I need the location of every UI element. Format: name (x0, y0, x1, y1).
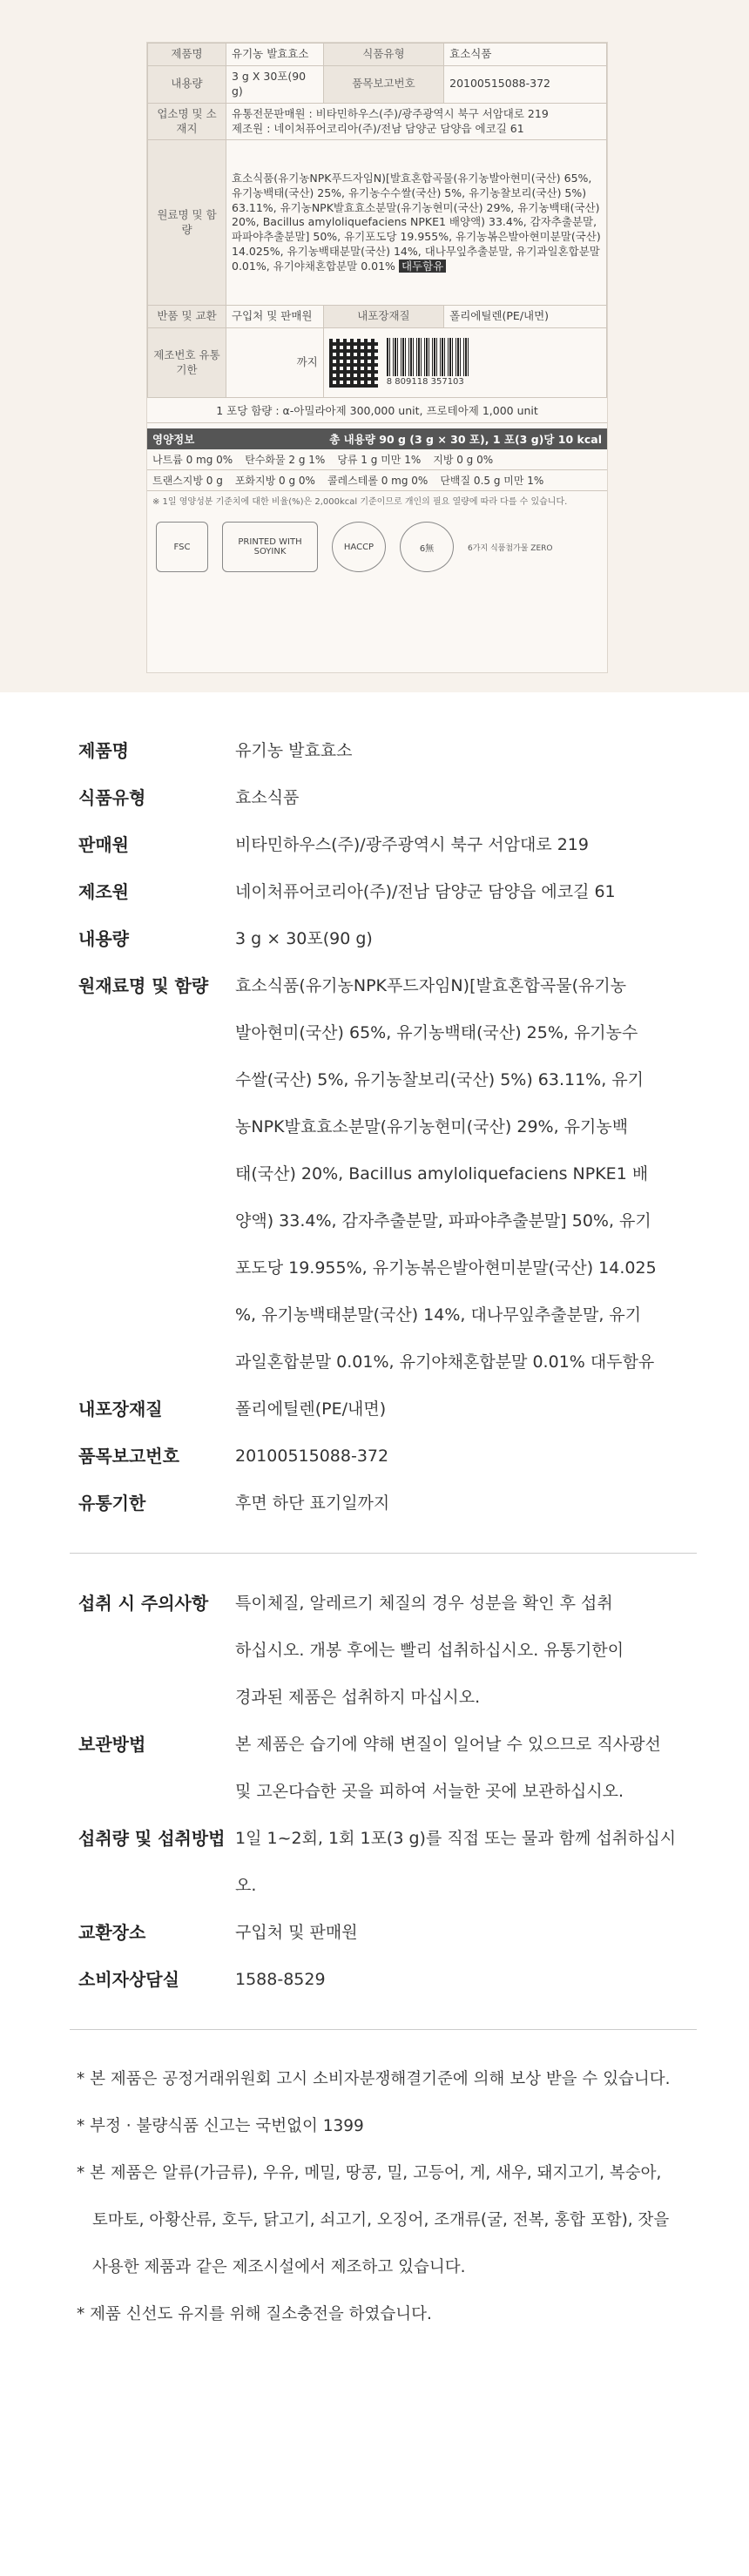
section-divider (70, 2029, 697, 2030)
label-value: 3 g X 30포(90 g) (226, 65, 324, 103)
info-row (70, 1386, 697, 1433)
info-value: 1일 1~2회, 1회 1포(3 g)를 직접 또는 물과 함께 섭취하십시오. (235, 1829, 677, 1895)
notice-item: 사용한 제품과 같은 제조시설에서 제조하고 있습니다. (92, 2258, 466, 2276)
barcode-icon (387, 338, 470, 376)
ingredients-line: %, 유기농백태분말(국산) 14%, 대나무잎추출분말, 유기 (235, 1305, 642, 1325)
nutrition-row (147, 470, 607, 491)
info-key: 내용량 (78, 928, 129, 949)
ingredients-line: 과일혼합분말 0.01%, 유기야채혼합분말 0.01% 대두함유 (235, 1352, 655, 1372)
label-key: 제품명 (148, 44, 226, 66)
nutrition-title: 영양정보 (152, 433, 195, 447)
ingredients-line: 수쌀(국산) 5%, 유기농찰보리(국산) 5%) 63.11%, 유기 (235, 1070, 644, 1089)
soyink-logo-icon: PRINTED WITH SOYINK (222, 522, 318, 572)
info-key: 원재료명 및 함량 (78, 975, 209, 996)
nutrition-cell: 나트륨 0 mg 0% (152, 454, 233, 467)
nutrition-row (147, 449, 607, 470)
label-key: 내용량 (148, 65, 226, 103)
label-row (148, 306, 607, 328)
notice-list (70, 2056, 697, 2338)
caution-line: 특이체질, 알레르기 체질의 경우 성분을 확인 후 섭취 (235, 1594, 613, 1613)
info-key: 제조원 (78, 881, 129, 902)
ingredients-line: 태(국산) 20%, Bacillus amyloliquefaciens NPKE1 배 (235, 1164, 649, 1183)
info-value: 네이처퓨어코리아(주)/전남 담양군 담양읍 에코길 61 (235, 882, 616, 901)
additive-zero-text: 6가지 식품첨가물 ZERO (468, 543, 553, 553)
notice-item: * 본 제품은 알류(가금류), 우유, 메밀, 땅콩, 밀, 고등어, 게, 새우, 돼지고기, 복숭아, (77, 2164, 662, 2182)
nutrition-cell: 당류 1 g 미만 1% (337, 454, 422, 467)
ingredients-line: 양액) 33.4%, 감자추출분말, 파파야추출분말] 50%, 유기 (235, 1211, 651, 1231)
label-value: 폴리에틸렌(PE/내면) (444, 306, 607, 328)
info-value: 폴리에틸렌(PE/내면) (235, 1399, 387, 1419)
notice-item: 토마토, 아황산류, 호두, 닭고기, 쇠고기, 오징어, 조개류(굴, 전복, 홍합 포함), 잣을 (92, 2211, 670, 2229)
seller-line: 유통전문판매원 : 비타민하우스(주)/광주광역시 북구 서암대로 219 (232, 106, 549, 120)
notice-item: * 본 제품은 공정거래위원회 고시 소비자분쟁해결기준에 의해 보상 받을 수 있습니다. (77, 2070, 671, 2088)
info-key: 내포장재질 (78, 1399, 163, 1419)
info-key: 교환장소 (78, 1922, 146, 1943)
label-value: 구입처 및 판매원 (226, 306, 324, 328)
info-value: 구입처 및 판매원 (235, 1923, 358, 1942)
label-key: 제조번호 유통기한 (148, 328, 226, 398)
label-row (148, 140, 607, 306)
label-value (226, 140, 607, 306)
caution-row (70, 1580, 697, 1721)
info-key: 섭취량 및 섭취방법 (78, 1828, 226, 1849)
info-value: 비타민하우스(주)/광주광역시 북구 서암대로 219 (235, 835, 589, 854)
label-key: 품목보고번호 (323, 65, 443, 103)
info-key: 유통기한 (78, 1493, 146, 1514)
qr-code-icon (329, 339, 378, 388)
caution-line: 경과된 제품은 섭취하지 마십시오. (235, 1688, 481, 1707)
certification-logos (147, 509, 607, 584)
nutrition-cell: 지방 0 g 0% (433, 454, 494, 467)
ingredients-value (235, 962, 697, 1386)
ingredients-line: 효소식품(유기농NPK푸드자임N)[발효혼합곡물(유기농 (235, 976, 627, 995)
ingredients-row (70, 962, 697, 1386)
info-value: 효소식품 (235, 788, 300, 807)
info-row (70, 821, 697, 868)
info-row (70, 915, 697, 962)
info-value: 후면 하단 표기일까지 (235, 1494, 390, 1513)
label-value: 20100515088-372 (444, 65, 607, 103)
enzyme-line: 1 포당 함량 : α-아밀라아제 300,000 unit, 프로테아제 1,000 unit (147, 398, 607, 423)
info-key: 판매원 (78, 834, 129, 855)
info-row (70, 1909, 697, 1956)
label-value (226, 103, 607, 140)
storage-line: 본 제품은 습기에 약해 변질이 일어날 수 있으므로 직사광선 (235, 1735, 661, 1754)
info-key: 보관방법 (78, 1734, 146, 1755)
ingredients-line: 발아현미(국산) 65%, 유기농백태(국산) 25%, 유기농수 (235, 1023, 638, 1042)
info-row (70, 727, 697, 774)
nutrition-cell: 트랜스지방 0 g (152, 475, 223, 488)
nutrition-cell: 콜레스테롤 0 mg 0% (327, 475, 428, 488)
nutrition-cell: 단백질 0.5 g 미만 1% (440, 475, 544, 488)
product-info-section (0, 692, 749, 2338)
notice-item: * 부정 · 불량식품 신고는 국번없이 1399 (77, 2117, 364, 2135)
info-row (70, 1815, 697, 1909)
label-key: 내포장재질 (323, 306, 443, 328)
info-row (70, 1956, 697, 2003)
allergy-tag: 대두함유 (399, 260, 446, 273)
storage-value (235, 1721, 697, 1815)
label-key: 식품유형 (323, 44, 443, 66)
ingredients-line: 농NPK발효효소분말(유기농현미(국산) 29%, 유기농백 (235, 1117, 629, 1136)
info-value: 3 g × 30포(90 g) (235, 929, 373, 948)
product-label (146, 42, 608, 673)
nutrition-cell: 탄수화물 2 g 1% (245, 454, 326, 467)
label-row (148, 328, 607, 398)
nutrition-serving: 총 내용량 90 g (3 g × 30 포), 1 포(3 g)당 10 kcal (329, 433, 602, 447)
label-value: 유기농 발효효소 (226, 44, 324, 66)
label-value: 까지 (226, 328, 324, 398)
info-key: 섭취 시 주의사항 (78, 1593, 209, 1614)
label-key: 반품 및 교환 (148, 306, 226, 328)
nutrition-note: ※ 1일 영양성분 기준치에 대한 비율(%)은 2,000kcal 기준이므로 개인의 필요 열량에 따라 다를 수 있습니다. (152, 497, 568, 508)
info-key: 식품유형 (78, 787, 146, 808)
ingredients-line: 포도당 19.955%, 유기농볶은발아현미분말(국산) 14.025 (235, 1258, 657, 1278)
info-key: 품목보고번호 (78, 1446, 179, 1467)
info-row (70, 1480, 697, 1527)
label-value: 효소식품 (444, 44, 607, 66)
info-key: 소비자상담실 (78, 1969, 179, 1990)
info-value: 20100515088-372 (235, 1446, 389, 1466)
ingredients-text: 효소식품(유기농NPK푸드자임N)[발효혼합곡물(유기농발아현미(국산) 65%, 유기농백태(국산) 25%, 유기농수수쌀(국산) 5%, 유기농찰보리(국산) 5%) 63.11%, 유기농NPK발효효소분말(유기농현미(국산) 29%, 유기농백태(국산) 20%, Bacillus amyloliquefaciens NPKE1 배양액) 33.4%, 감자추출분말, 파파야추출분말] 50%, 유기포도당 19.955%, 유기농볶은발아현미분말(국산) 14.025%, 유기농백태분말(국산) 14%, 대나무잎추출분말, 유기과일혼합분말 0.01%, 유기야채혼합분말 0.01% (232, 171, 601, 273)
caution-value (235, 1580, 697, 1721)
info-row (70, 1433, 697, 1480)
info-key: 제품명 (78, 740, 129, 761)
info-value: 1588-8529 (235, 1970, 326, 1989)
barcode-cell (323, 328, 606, 398)
info-row (70, 774, 697, 821)
label-row (148, 65, 607, 103)
barcode-number: 8 809118 357103 (386, 377, 464, 387)
nutrition-header (147, 428, 607, 449)
six-free-logo-icon: 6無 (400, 522, 454, 572)
storage-row (70, 1721, 697, 1815)
nutrition-cell: 포화지방 0 g 0% (234, 475, 315, 488)
section-divider (70, 1553, 697, 1554)
factory-line: 제조원 : 네이처퓨어코리아(주)/전남 담양군 담양읍 에코길 61 (232, 121, 524, 135)
caution-line: 하십시오. 개봉 후에는 빨리 섭취하십시오. 유통기한이 (235, 1641, 624, 1660)
fsc-logo-icon: FSC (156, 522, 208, 572)
label-key: 원료명 및 함량 (148, 140, 226, 306)
nutrition-facts (147, 428, 607, 509)
label-row (148, 44, 607, 66)
info-row (70, 868, 697, 915)
label-key: 업소명 및 소재지 (148, 103, 226, 140)
info-value: 유기농 발효효소 (235, 741, 353, 760)
notice-item: * 제품 신선도 유지를 위해 질소충전을 하였습니다. (77, 2305, 432, 2323)
storage-line: 및 고온다습한 곳을 피하여 서늘한 곳에 보관하십시오. (235, 1782, 624, 1801)
haccp-logo-icon: HACCP (332, 522, 386, 572)
label-table (147, 43, 607, 398)
label-row (148, 103, 607, 140)
label-photo-area (0, 0, 749, 692)
